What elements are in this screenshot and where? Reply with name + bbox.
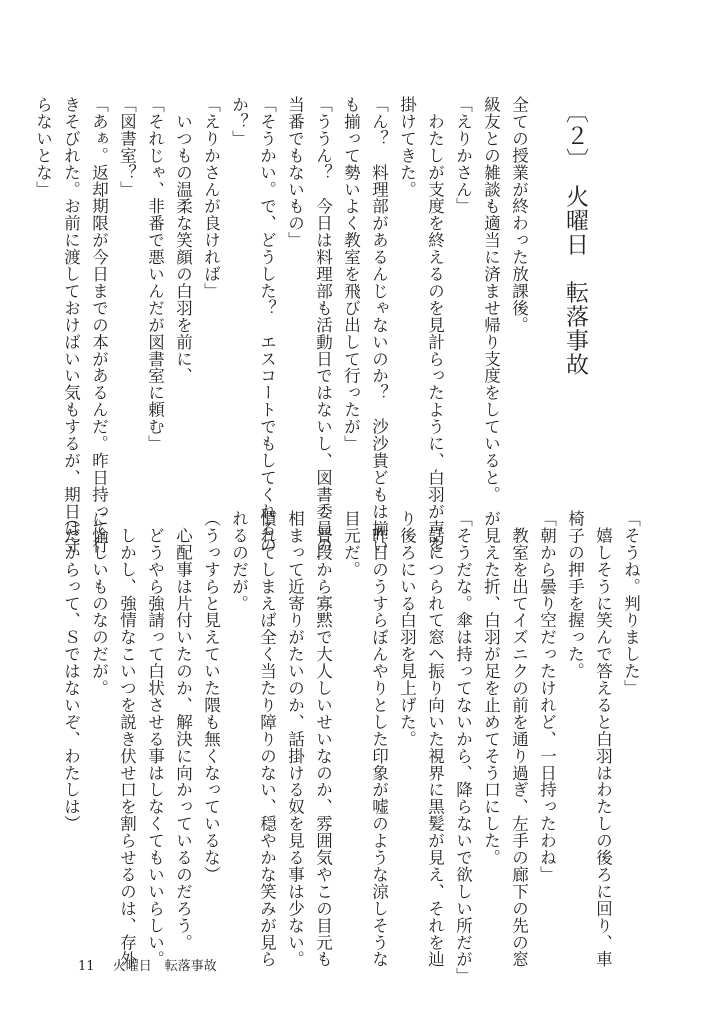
- text-column: 慣れてしまえば全く当たり障りのない、穏やかな笑みが見ら: [257, 510, 277, 968]
- text-column: 「朝から曇り空だったけれど、一日持ったわね」: [537, 510, 557, 883]
- text-column: 椅子の押手を握った。: [565, 510, 585, 680]
- text-column: 「えりかさんが良ければ」: [201, 96, 221, 300]
- text-column: 当番でもないもの」: [285, 96, 305, 249]
- page-number: 11: [78, 959, 95, 974]
- text-column: しかし、強情なこいつを説き伏せ口を割らせるのは、存外: [117, 510, 137, 968]
- text-column: に愉しいものなのだが。: [89, 510, 109, 697]
- text-column: きそびれた。お前に渡しておけばいい気もするが、期日は守: [61, 96, 81, 554]
- text-column: （だからって、Ｓではないぞ、わたしは）: [61, 510, 81, 833]
- text-column: も揃って勢いよく教室を飛び出して行ったが」: [341, 96, 361, 452]
- text-column: 昨日のうすらぼんやりとした印象が嘘のような涼しそうな: [369, 510, 389, 968]
- text-column: 嬉しそうに笑んで答えると白羽はわたしの後ろに回り、車: [593, 510, 613, 968]
- text-column: 「そうかい。で、どうした？ エスコートでもしてくれるの: [257, 96, 277, 554]
- text-column: 掛けてきた。: [397, 96, 417, 198]
- text-column: か？」: [229, 96, 249, 147]
- text-column: （うっすらと見えていた隈も無くなっているな）: [201, 510, 221, 883]
- text-column: 「ううん？ 今日は料理部も活動日ではないし、図書委員の: [313, 96, 333, 554]
- text-column: わたしが支度を終えるのを見計らったように、白羽が声を: [425, 96, 445, 554]
- running-title: 火曜日 転落事故: [112, 959, 217, 974]
- text-column: 「えりかさん」: [453, 96, 473, 215]
- text-column: れるのだが。: [229, 510, 249, 612]
- text-column: 「図書室？」: [117, 96, 137, 198]
- text-column: 話につられて窓へ振り向いた視界に黒髪が見え、それを辿: [425, 510, 445, 968]
- text-column: り後ろにいる白羽を見上げた。: [397, 510, 417, 748]
- text-column: どうやら強請って白状させる事はしなくてもいいらしい。: [145, 510, 165, 968]
- text-column: 「あぁ。返却期限が今日までの本があるんだ。昨日持って行: [89, 96, 109, 554]
- text-column: 相まって近寄りがたいのか、話掛ける奴を見る事は少ない。: [285, 510, 305, 968]
- text-column: 心配事は片付いたのか、解決に向かっているのだろう。: [173, 510, 193, 951]
- text-column: いつもの温柔な笑顔の白羽を前に、: [173, 96, 193, 385]
- text-column: 「そうだな。傘は持ってないから、降らないで欲しい所だが」: [453, 510, 473, 985]
- page-footer: [78, 955, 217, 974]
- text-column: 「ん？ 料理部があるんじゃないのか？ 沙沙貴どもは揃い: [369, 96, 389, 554]
- text-column: 全ての授業が終わった放課後。: [509, 96, 529, 334]
- chapter-title: 〔２〕 火曜日 転落事故: [562, 100, 588, 377]
- text-column: 目元だ。: [341, 510, 361, 578]
- text-column: 教室を出てイズニクの前を通り過ぎ、左手の廊下の先の窓: [509, 510, 529, 968]
- text-column: 普段から寡黙で大人しいせいなのか、雰囲気やこの目元も: [313, 510, 333, 968]
- text-column: 「そうね。判りました」: [621, 510, 641, 697]
- text-column: が見えた折、白羽が足を止めてそう口にした。: [481, 510, 501, 866]
- text-column: らないとな」: [33, 96, 53, 198]
- text-column: 「それじゃ、非番で悪いんだが図書室に頼む」: [145, 96, 165, 452]
- text-column: 級友との雑談も適当に済ませ帰り支度をしていると。: [481, 96, 501, 503]
